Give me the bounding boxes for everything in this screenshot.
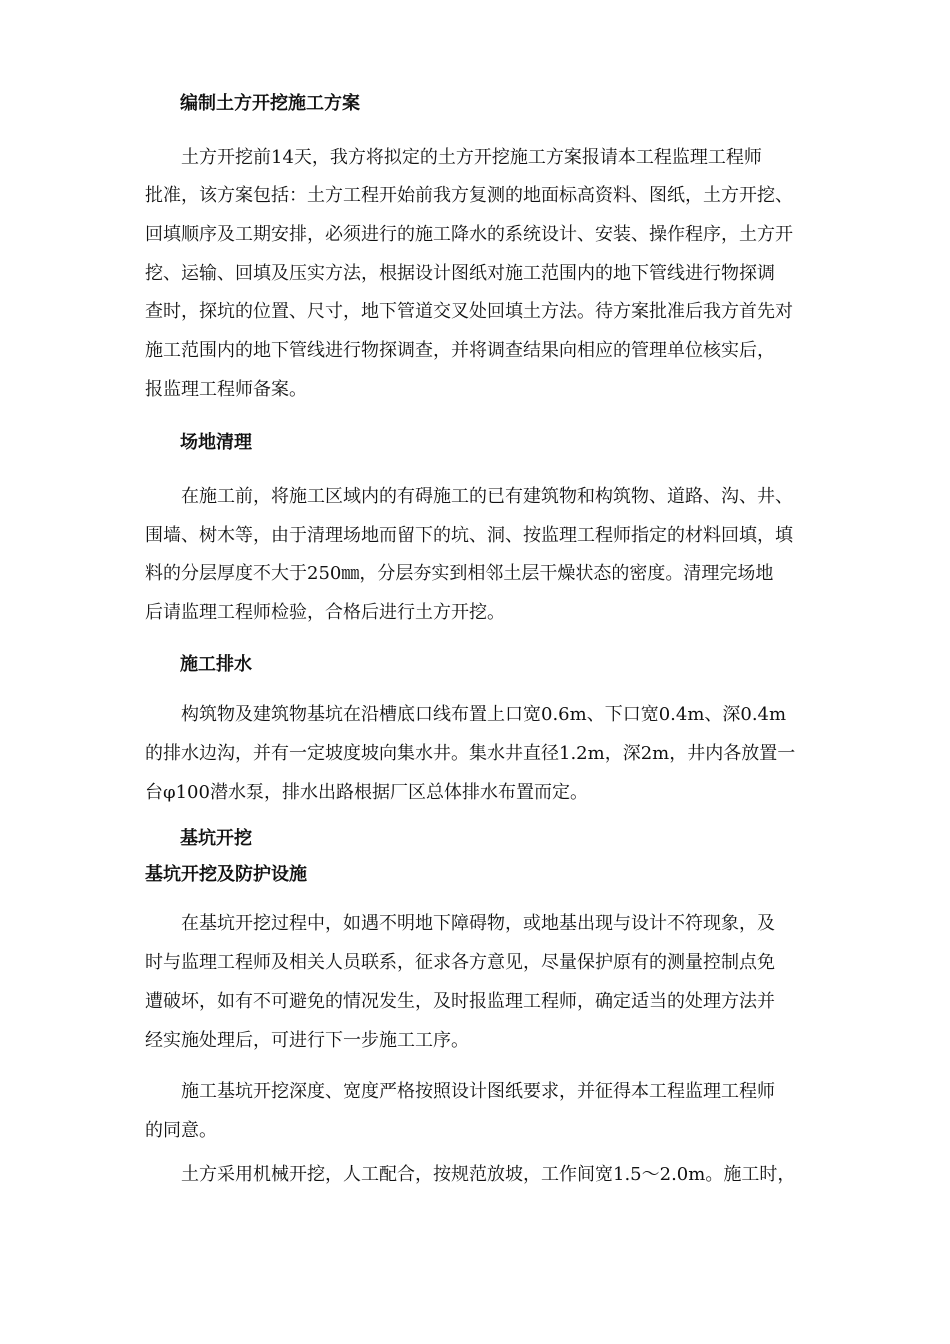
section-heading-pit-protection: 基坑开挖及防护设施 <box>145 864 307 885</box>
paragraph-line: 料的分层厚度不大于250㎜，分层夯实到相邻土层干燥状态的密度。清理完场地 <box>145 563 774 584</box>
paragraph-line: 的同意。 <box>145 1120 217 1141</box>
paragraph-line: 批准，该方案包括：土方工程开始前我方复测的地面标高资料、图纸，土方开挖、 <box>145 185 793 206</box>
section-heading-drainage: 施工排水 <box>180 654 252 675</box>
paragraph-line: 土方采用机械开挖，人工配合，按规范放坡，工作间宽1.5～2.0m。施工时， <box>181 1164 796 1185</box>
paragraph-line: 的排水边沟，并有一定坡度坡向集水井。集水井直径1.2m，深2m，井内各放置一 <box>145 743 796 764</box>
paragraph-line: 构筑物及建筑物基坑在沿槽底口线布置上口宽0.6m、下口宽0.4m、深0.4m <box>181 704 787 725</box>
paragraph-line: 在施工前，将施工区域内的有碍施工的已有建筑物和构筑物、道路、沟、井、 <box>181 486 793 507</box>
paragraph-line: 报监理工程师备案。 <box>145 379 307 400</box>
paragraph-line: 围墙、树木等，由于清理场地而留下的坑、洞、按监理工程师指定的材料回填，填 <box>145 525 793 546</box>
paragraph-line: 遭破坏，如有不可避免的情况发生，及时报监理工程师，确定适当的处理方法并 <box>145 991 775 1012</box>
section-heading-pit-excavation: 基坑开挖 <box>180 828 252 849</box>
section-heading-site-clearing: 场地清理 <box>180 432 252 453</box>
paragraph-line: 经实施处理后，可进行下一步施工工序。 <box>145 1030 469 1051</box>
paragraph-line: 挖、运输、回填及压实方法，根据设计图纸对施工范围内的地下管线进行物探调 <box>145 263 775 284</box>
paragraph-line: 施工范围内的地下管线进行物探调查，并将调查结果向相应的管理单位核实后， <box>145 340 775 361</box>
paragraph-line: 施工基坑开挖深度、宽度严格按照设计图纸要求，并征得本工程监理工程师 <box>181 1081 775 1102</box>
paragraph-line: 回填顺序及工期安排，必须进行的施工降水的系统设计、安装、操作程序，土方开 <box>145 224 793 245</box>
paragraph-line: 在基坑开挖过程中，如遇不明地下障碍物，或地基出现与设计不符现象，及 <box>181 913 775 934</box>
paragraph-line: 后请监理工程师检验，合格后进行土方开挖。 <box>145 602 505 623</box>
section-heading-earthwork-plan: 编制土方开挖施工方案 <box>180 93 360 114</box>
paragraph-line: 查时，探坑的位置、尺寸，地下管道交叉处回填土方法。待方案批准后我方首先对 <box>145 301 793 322</box>
paragraph-line: 时与监理工程师及相关人员联系，征求各方意见，尽量保护原有的测量控制点免 <box>145 952 775 973</box>
paragraph-line: 台φ100潜水泵，排水出路根据厂区总体排水布置而定。 <box>145 782 588 803</box>
paragraph-line: 土方开挖前14天，我方将拟定的土方开挖施工方案报请本工程监理工程师 <box>181 147 762 168</box>
